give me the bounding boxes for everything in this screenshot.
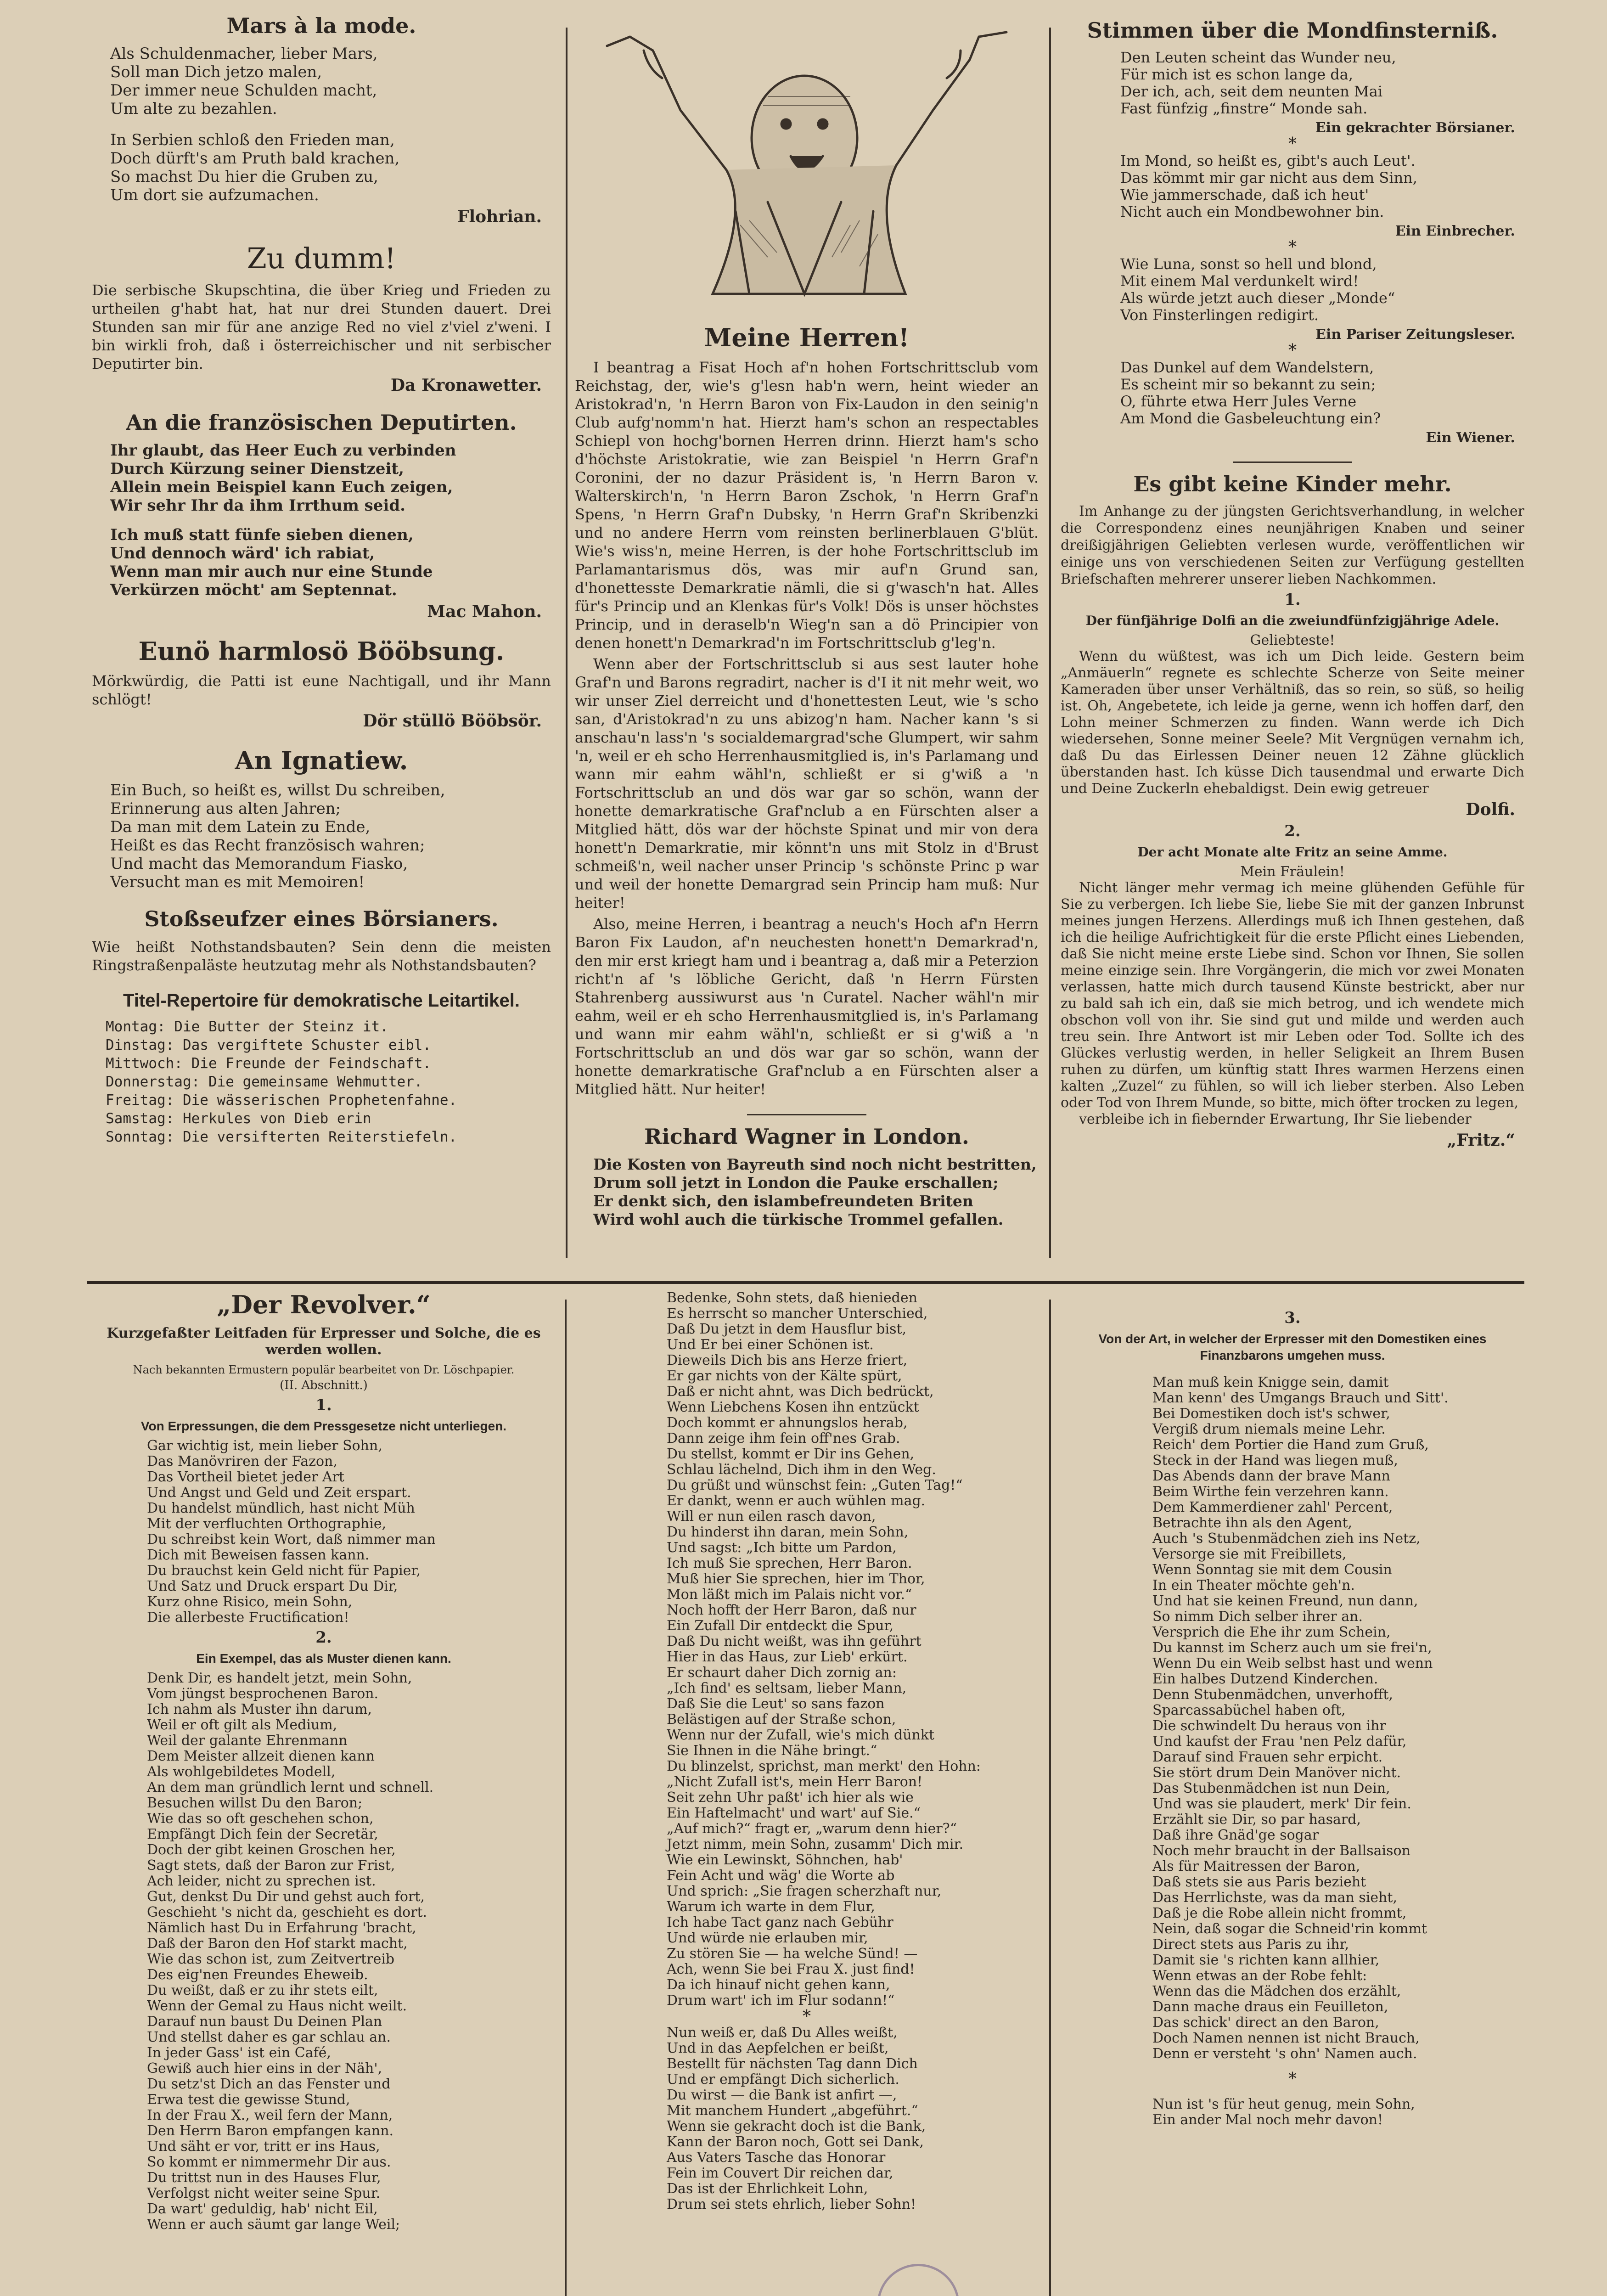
verse-line: Versorge sie mit Freibillets, xyxy=(1152,1546,1347,1562)
section-number: 1. xyxy=(1284,590,1301,609)
signature: Dolfi. xyxy=(1466,799,1515,819)
verse-line: Und macht das Memorandum Fiasko, xyxy=(110,855,408,873)
verse-line: „Auf mich?“ fragt er, „warum denn hier?“ xyxy=(667,1821,957,1837)
verse-line: Doch Namen nennen ist nicht Brauch, xyxy=(1152,2030,1420,2046)
letter-text: Wenn du wüßtest, was ich um Dich leide. Gestern beim „Anmäuerln“ regnete es schlechte Scherze von Seite meiner Kameraden über unser Verhältniß, das so rein, so süß, so heilig ist. Oh, Angebetete, ich leide ja gerne, wenn ich hoffen darf, den Lohn meiner Schmerzen zu finden. Wann werde ich Dich wiedersehen, Sonne meiner Seele? Mit Vergnügen vernahm ich, daß Du das Eirlessen Deiner neuen 12 Zähne glücklich überstanden hast. Ich küsse Dich tausendmal und erwarte Dich und Deine Zuckerln ehebaldigst. Dein ewig getreuer xyxy=(1061,648,1524,797)
verse-line: Wenn Liebchens Kosen ihn entzückt xyxy=(667,1399,919,1415)
verse-line: Doch dürft's am Pruth bald krachen, xyxy=(110,149,400,168)
column-rule xyxy=(1049,1300,1051,2296)
verse-line: Daß Sie die Leut' so sans fazon xyxy=(667,1696,885,1712)
verse-line: Wenn Sonntag sie mit dem Cousin xyxy=(1152,1562,1392,1578)
letter-salutation: Mein Fräulein! xyxy=(1240,863,1345,880)
verse-line: Auch 's Stubenmädchen zieh ins Netz, xyxy=(1152,1531,1421,1547)
verse-line: Wie das so oft geschehen schon, xyxy=(147,1811,374,1827)
verse-line: Das ist der Ehrlichkeit Lohn, xyxy=(667,2181,868,2197)
verse-line: Und er empfängt Dich sicherlich. xyxy=(667,2071,899,2088)
signature: Ein Wiener. xyxy=(1426,429,1515,446)
verse-line: Ich muß statt fünfe sieben dienen, xyxy=(110,526,414,545)
article-title: Titel-Repertoire für demokratische Leitartikel. xyxy=(123,990,520,1011)
verse-line: Daß der Baron den Hof starkt macht, xyxy=(147,1936,408,1952)
verse-line: Darauf nun baust Du Deinen Plan xyxy=(147,2014,382,2030)
verse-line: Geschieht 's nicht da, geschieht es dort. xyxy=(147,1904,427,1921)
section-number: 1. xyxy=(315,1396,332,1415)
verse-line: Er dankt, wenn er auch wühlen mag. xyxy=(667,1493,926,1509)
poem xyxy=(575,1155,1039,1229)
verse-line: In Serbien schloß den Frieden man, xyxy=(110,130,395,149)
letter-heading: Der acht Monate alte Fritz an seine Amme. xyxy=(1137,844,1448,860)
article-meine-herren xyxy=(575,323,1039,1098)
verse-line: Wird wohl auch die türkische Trommel gefallen. xyxy=(593,1210,1004,1228)
verse-line: Sagt stets, daß der Baron zur Frist, xyxy=(147,1857,395,1874)
verse-line: Es scheint mir so bekannt zu sein; xyxy=(1120,375,1376,393)
verse-line: Ein ander Mal noch mehr davon! xyxy=(1152,2112,1383,2128)
signature: Mac Mahon. xyxy=(427,602,542,622)
poem xyxy=(575,1290,1039,2009)
verse-line: Sie Ihnen in die Nähe bringt.“ xyxy=(667,1743,877,1759)
verse-line: Nun weiß er, daß Du Alles weißt, xyxy=(667,2025,898,2041)
article-subtitle: Kurzgefaßter Leitfaden für Erpresser und Solche, die es werden wollen. xyxy=(107,1325,541,1358)
list-item: Mittwoch: Die Freunde der Feindschaft. xyxy=(106,1055,432,1072)
poem xyxy=(1061,2097,1524,2128)
verse-line: In der Frau X., weil fern der Mann, xyxy=(147,2107,393,2124)
verse-line: Du trittst nun in des Hauses Flur, xyxy=(147,2170,381,2186)
verse-line: Daß Du jetzt in dem Hausflur bist, xyxy=(667,1321,907,1337)
article-title: Meine Herren! xyxy=(704,323,910,352)
verse-line: „Ich find' es seltsam, lieber Mann, xyxy=(667,1680,907,1696)
signature: Ein Einbrecher. xyxy=(1395,223,1515,239)
verse-line: Wenn nur der Zufall, wie's mich dünkt xyxy=(667,1727,935,1743)
verse-line: Und würde nie erlauben mir, xyxy=(667,1930,868,1946)
poem-stanza xyxy=(1061,256,1524,324)
verse-line: Das Manövriren der Fazon, xyxy=(147,1453,337,1470)
article-title: Es gibt keine Kinder mehr. xyxy=(1133,471,1452,496)
verse-line: Steck in der Hand was liegen muß, xyxy=(1152,1452,1398,1469)
verse-line: Betrachte ihn als den Agent, xyxy=(1152,1515,1353,1531)
article-mondfinsterniss xyxy=(1061,18,1524,446)
poem xyxy=(92,781,551,891)
verse-line: Ich habe Tact ganz nach Gebühr xyxy=(667,1914,893,1930)
verse-line: Bei Domestiken doch ist's schwer, xyxy=(1152,1406,1390,1422)
section-number: 3. xyxy=(1284,1309,1301,1327)
section-title: Ein Exempel, das als Muster dienen kann. xyxy=(196,1651,451,1666)
list-item: Sonntag: Die versifterten Reiterstiefeln. xyxy=(106,1129,457,1146)
verse-line: Von Finsterlingen redigirt. xyxy=(1120,306,1319,324)
verse-line: Mit manchem Hundert „abgeführt.“ xyxy=(667,2103,918,2119)
verse-line: Die schwindelt Du heraus von ihr xyxy=(1152,1718,1386,1734)
revolver-column-middle xyxy=(575,1290,1039,2296)
verse-line: Du grüßt und wünschst fein: „Guten Tag!“ xyxy=(667,1477,963,1493)
verse-line: Wenn etwas an der Robe fehlt: xyxy=(1152,1968,1367,1984)
column-left xyxy=(92,14,551,1263)
verse-line: Drum wart' ich im Flur sodann!“ xyxy=(667,1992,895,2009)
verse-line: Ihr glaubt, das Heer Euch zu verbinden xyxy=(110,441,456,460)
revolver-column-right xyxy=(1061,1290,1524,2296)
verse-line: Kurz ohne Risico, mein Sohn, xyxy=(147,1594,353,1610)
verse-line: Um alte zu bezahlen. xyxy=(110,99,277,118)
verse-line: Gewiß auch hier eins in der Näh', xyxy=(147,2060,382,2077)
verse-line: Fein Acht und wäg' die Worte ab xyxy=(667,1868,895,1884)
article-zu-dumm xyxy=(92,242,551,395)
verse-line: Und was sie plaudert, merk' Dir fein. xyxy=(1152,1796,1411,1812)
verse-line: Den Leuten scheint das Wunder neu, xyxy=(1120,48,1396,66)
verse-line: Beim Wirthe fein verzehren kann. xyxy=(1152,1484,1389,1500)
verse-line: Du kannst im Scherz auch um sie frei'n, xyxy=(1152,1640,1432,1656)
verse-line: Versprich die Ehe ihr zum Schein, xyxy=(1152,1624,1391,1640)
verse-line: Erwa test die gewisse Stund, xyxy=(147,2092,350,2108)
verse-line: Seit zehn Uhr paßt' ich hier als wie xyxy=(667,1790,914,1806)
verse-line: Dann zeige ihm fein off'nes Grab. xyxy=(667,1430,900,1446)
article-title: Eunö harmlosö Bööbsung. xyxy=(138,636,505,666)
verse-line: Erzählt sie Dir, so par hasard, xyxy=(1152,1812,1361,1828)
verse-line: Und kaufst der Frau 'nen Pelz dafür, xyxy=(1152,1733,1407,1750)
column-rule xyxy=(566,28,568,1258)
verse-line: Wie jammerschade, daß ich heut' xyxy=(1120,186,1369,203)
verse-line: Dem Meister allzeit dienen kann xyxy=(147,1748,375,1765)
poem-stanza xyxy=(1061,359,1524,427)
star-separator: * xyxy=(1288,237,1297,257)
verse-line: Weil der galante Ehrenmann xyxy=(147,1733,348,1749)
verse-line: Sie stört drum Dein Manöver nicht. xyxy=(1152,1765,1401,1781)
verse-line: Wie Luna, sonst so hell und blond, xyxy=(1120,255,1377,273)
section-number: 2. xyxy=(315,1628,332,1647)
verse-line: Reich' dem Portier die Hand zum Gruß, xyxy=(1152,1437,1429,1453)
verse-line: Doch kommt er ahnungslos herab, xyxy=(667,1415,908,1431)
verse-line: Daß er nicht ahnt, was Dich bedrückt, xyxy=(667,1384,934,1400)
verse-line: Wenn sie gekracht doch ist die Bank, xyxy=(667,2118,926,2134)
verse-line: Der immer neue Schulden macht, xyxy=(110,81,377,100)
verse-line: Ach, wenn Sie bei Frau X. just find! xyxy=(667,1961,915,1977)
verse-line: Denn er versteht 's ohn' Namen auch. xyxy=(1152,2046,1417,2062)
verse-line: Fein im Couvert Dir reichen dar, xyxy=(667,2165,893,2181)
article-title: „Der Revolver.“ xyxy=(217,1290,431,1319)
verse-line: Will er nun eilen rasch davon, xyxy=(667,1508,876,1525)
caricature-illustration xyxy=(575,18,1039,321)
verse-line: Und Angst und Geld und Zeit erspart. xyxy=(147,1485,411,1501)
verse-line: Als würde jetzt auch dieser „Monde“ xyxy=(1120,289,1395,307)
verse-line: Die allerbeste Fructification! xyxy=(147,1609,349,1626)
verse-line: Ach leider, nicht zu sprechen ist. xyxy=(147,1873,376,1890)
byline: Nach bekannten Ermustern populär bearbeitet von Dr. Löschpapier. xyxy=(133,1363,515,1377)
letter-closing: verbleibe ich in fiebernder Erwartung, Ihr Sie liebender xyxy=(1079,1111,1472,1127)
verse-line: Du handelst mündlich, hast nicht Müh xyxy=(147,1500,415,1517)
verse-line: Nämlich hast Du in Erfahrung 'bracht, xyxy=(147,1920,416,1936)
verse-line: Vergiß drum niemals meine Lehr. xyxy=(1152,1421,1386,1437)
verse-line: Muß hier Sie sprechen, hier im Thor, xyxy=(667,1571,925,1587)
article-text: Mörkwürdig, die Patti ist eune Nachtigall, und ihr Mann schlögt! xyxy=(92,672,551,709)
article-title: Stimmen über die Mondfinsterniß. xyxy=(1087,18,1498,43)
verse-line: Mit einem Mal verdunkelt wird! xyxy=(1120,272,1359,290)
verse-line: Daß je die Robe allein nicht frommt, xyxy=(1152,1905,1407,1921)
verse-line: Dieweils Dich bis ans Herze friert, xyxy=(667,1352,908,1368)
article-boebsoer xyxy=(92,637,551,731)
verse-line: Als für Maitressen der Baron, xyxy=(1152,1858,1360,1874)
signature: Ein Pariser Zeitungsleser. xyxy=(1315,326,1515,343)
verse-line: Als wohlgebildetes Modell, xyxy=(147,1764,336,1780)
list xyxy=(92,1018,551,1146)
verse-line: Vom jüngst besprochenen Baron. xyxy=(147,1686,379,1702)
section-divider xyxy=(87,1281,1524,1284)
section-number: 2. xyxy=(1284,822,1301,840)
verse-line: Das schick' direct an den Baron, xyxy=(1152,2015,1379,2031)
poem-stanza xyxy=(92,441,551,515)
verse-line: Und stellst daher es gar schlau an. xyxy=(147,2029,391,2046)
letter-heading: Der fünfjährige Dolfi an die zweiundfünfzigjährige Adele. xyxy=(1085,613,1500,628)
verse-line: Und Satz und Druck erspart Du Dir, xyxy=(147,1578,398,1595)
verse-line: Dich mit Beweisen fassen kann. xyxy=(147,1547,370,1564)
verse-line: Ein Haftelmacht' und wart' auf Sie.“ xyxy=(667,1805,921,1821)
poem-stanza xyxy=(1061,49,1524,117)
signature: Da Kronawetter. xyxy=(390,376,542,395)
poem xyxy=(92,1438,556,1626)
article-paragraph: Also, meine Herren, i beantrag a neuch's Hoch af'n Herrn Baron Fix Laudon, af'n neuchesten honett'n Demarkrad'n, den mir erst kriegt ham und i beantrag a, daß mir a Peterzion richt'n af 's löbliche Gericht, daß 'n Herrn Fürsten Stahrenberg aussiwurst aus 'n Curatel. Nacher wähl'n mir eahm, weil er eh scho Herrenhausmitglied is, in's Parlamang und wann mir eahm wähl'n, schließt er si g'wiß a 'n Fortschrittsclub an und dös war gar so schön, wann der honette demarkratische Graf'nclub a en Fürschten alser a Mitglied hätt. Nur heiter! xyxy=(575,915,1039,1098)
verse-line: In jeder Gass' ist ein Café, xyxy=(147,2045,332,2061)
verse-line: Wenn der Gemal zu Haus nicht weilt. xyxy=(147,1998,407,2015)
verse-line: Nun ist 's für heut genug, mein Sohn, xyxy=(1152,2096,1415,2112)
verse-line: Um dort sie aufzumachen. xyxy=(110,186,319,204)
article-keine-kinder xyxy=(1061,472,1524,1150)
verse-line: Besuchen willst Du den Baron; xyxy=(147,1795,363,1812)
section-title: Von Erpressungen, die dem Pressgesetze nicht unterliegen. xyxy=(140,1419,507,1434)
verse-line: Hier in das Haus, zur Lieb' erkürt. xyxy=(667,1649,908,1665)
verse-line: Man kenn' des Umgangs Brauch und Sitt'. xyxy=(1152,1390,1449,1406)
article-paragraph: I beantrag a Fisat Hoch af'n hohen Fortschrittsclub vom Reichstag, der, wie's g'lesn hab'n wern, heint wieder an Aristokrad'n, 'n Herrn Baron von Fix-Laudon in den seinig'n Club aufg'nomm'n hat. Hierzt ham's schon an respectables Schiepl von hochg'bornen Herren drinn. Hierzt ham's scho d'höchste Aristokratie, wie zan Beispiel 'n Herrn Graf'n Coronini, der no dazur Präsident is, 'n Herrn Baron v. Walterskirch'n, 'n Herrn Baron Zschok, 'n Herrn Graf'n Spens, 'n Herrn Graf'n Dubsky, 'n Herrn Graf'n Skribenzki und no andere Herrn vom reinsten berlinerblauen G'blüt. Wie's wiss'n, meine Herren, is der hohe Fortschrittsclub im Parlamantarismus dös, was mir auf'n Grund san, d'honettesste Demarkratie nämli, die si g'wasch'n hat. Alles für's Princip und an Klenkas für's Volk! Dös is unser höchstes Princip, und in deraselb'n Wieg'n san a dö Principier von denen honett'n Demarkrad'n im Fortschrittsclub g'leg'n. xyxy=(575,359,1039,652)
verse-line: Dem Kammerdiener zahl' Percent, xyxy=(1152,1499,1393,1515)
verse-line: Du weißt, daß er zu ihr stets eilt, xyxy=(147,1982,378,1999)
verse-line: Verkürzen möcht' am Septennat. xyxy=(110,581,397,600)
poem-stanza xyxy=(92,45,551,118)
verse-line: Ich muß Sie sprechen, Herr Baron. xyxy=(667,1555,912,1571)
article-title: Mars à la mode. xyxy=(226,14,416,38)
verse-line: An dem man gründlich lernt und schnell. xyxy=(147,1779,434,1796)
verse-line: Da man mit dem Latein zu Ende, xyxy=(110,818,371,837)
verse-line: Jetzt nimm, mein Sohn, zusamm' Dich mir. xyxy=(667,1836,964,1852)
verse-line: Weil er oft gilt als Medium, xyxy=(147,1717,337,1733)
verse-line: Da wart' geduldig, hab' nicht Eil, xyxy=(147,2201,378,2217)
list-item: Samstag: Herkules von Dieb erin xyxy=(106,1110,371,1127)
verse-line: Kann der Baron noch, Gott sei Dank, xyxy=(667,2134,924,2150)
letter-salutation: Geliebteste! xyxy=(1250,632,1335,648)
verse-line: Du schreibst kein Wort, daß nimmer man xyxy=(147,1531,436,1548)
verse-line: Damit sie 's richten kann allhier, xyxy=(1152,1952,1380,1968)
signature: „Fritz.“ xyxy=(1447,1130,1515,1150)
verse-line: Das Herrlichste, was da man sieht, xyxy=(1152,1890,1398,1906)
verse-line: Es herrscht so mancher Unterschied, xyxy=(667,1306,928,1322)
list-item: Montag: Die Butter der Steinz it. xyxy=(106,1019,388,1035)
verse-line: Und dennoch wärd' ich rabiat, xyxy=(110,544,375,563)
verse-line: Du stellst, kommt er Dir ins Gehen, xyxy=(667,1446,915,1462)
verse-line: Verfolgst nicht weiter seine Spur. xyxy=(147,2185,381,2202)
verse-line: Zu stören Sie — ha welche Sünd! — xyxy=(667,1946,918,1962)
verse-line: So machst Du hier die Gruben zu, xyxy=(110,167,378,186)
article-title: An die französischen Deputirten. xyxy=(126,410,517,435)
letter-text: Nicht länger mehr vermag ich meine glühenden Gefühle für Sie zu verbergen. Ich liebe Sie, liebe Sie mit der ganzen Inbrunst meines jungen Herzens. Allerdings muß ich Ihnen gestehen, daß ich die heilige Aufrichtigkeit für die erste Pflicht eines Liebenden, daß Sie nicht meine erste Liebe sind. Schon vor Ihnen, Sie sollen meine einzige sein. Ihre Vorgängerin, die mich vor zwei Monaten verlassen, hatte mich durch tausend Künste bestrickt, aber nur zu bald sah ich ein, daß sie mich betrog, und ich wendete mich obschon voll von ihr. Sie sind gut und milde und werden auch treu sein. Ihre Antwort ist mir Leben oder Tod. Sollte ich des Glückes verlustig werden, in heller Seligkeit an Ihrem Busen ruhen zu dürfen, um künftig statt Ihres warmen Herzens einen kalten „Zuzel“ zu fühlen, so will ich lieber sterben. Also Leben oder Tod von Ihrem Munde, so bitte, mich öfter trocken zu legen, xyxy=(1061,879,1524,1111)
poem-stanza xyxy=(92,131,551,204)
verse-line: Und hat sie keinen Freund, nun dann, xyxy=(1152,1593,1418,1609)
verse-line: Belästigen auf der Straße schon, xyxy=(667,1711,896,1728)
article-wagner xyxy=(575,1125,1039,1229)
verse-line: Und sprich: „Sie fragen scherzhaft nur, xyxy=(667,1883,942,1899)
verse-line: Daß Du nicht weißt, was ihn geführt xyxy=(667,1633,921,1649)
verse-line: Das Abends dann der brave Mann xyxy=(1152,1468,1390,1484)
section-label: (II. Abschnitt.) xyxy=(280,1379,368,1393)
verse-line: Den Herrn Baron empfangen kann. xyxy=(147,2123,394,2139)
verse-line: Warum ich warte in dem Flur, xyxy=(667,1899,875,1915)
verse-line: Drum soll jetzt in London die Pauke erschallen; xyxy=(593,1173,999,1192)
verse-line: Du setz'st Dich an das Fenster und xyxy=(147,2076,391,2093)
verse-line: Ein Zufall Dir entdeckt die Spur, xyxy=(667,1618,894,1634)
verse-line: Wenn er auch säumt gar lange Weil; xyxy=(147,2217,400,2233)
verse-line: Wenn man mir auch nur eine Stunde xyxy=(110,563,433,581)
verse-line: In ein Theater möchte geh'n. xyxy=(1152,1577,1355,1593)
verse-line: Nicht auch ein Mondbewohner bin. xyxy=(1120,203,1384,220)
poem xyxy=(1061,1375,1524,2062)
verse-line: „Nicht Zufall ist's, mein Herr Baron! xyxy=(667,1774,923,1790)
star-separator: * xyxy=(803,2007,811,2026)
verse-line: Du wirst — die Bank ist anfirt —, xyxy=(667,2087,897,2103)
verse-line: Denk Dir, es handelt jetzt, mein Sohn, xyxy=(147,1670,412,1687)
column-rule xyxy=(1049,28,1051,1258)
verse-line: Wie ein Lewinskt, Söhnchen, hab' xyxy=(667,1852,903,1868)
verse-line: So nimm Dich selber ihrer an. xyxy=(1152,1609,1363,1625)
verse-line: Er schaurt daher Dich zornig an: xyxy=(667,1665,897,1681)
verse-line: Bestellt für nächsten Tag dann Dich xyxy=(667,2056,918,2072)
verse-line: O, führte etwa Herr Jules Verne xyxy=(1120,392,1357,410)
verse-line: Noch mehr braucht in der Ballsaison xyxy=(1152,1843,1410,1859)
verse-line: Heißt es das Recht französisch wahren; xyxy=(110,836,425,855)
star-separator: * xyxy=(1288,341,1297,360)
verse-line: So kommt er nimmermehr Dir aus. xyxy=(147,2154,391,2171)
verse-line: Soll man Dich jetzo malen, xyxy=(110,62,322,81)
verse-line: Erinnerung aus alten Jahren; xyxy=(110,799,341,818)
verse-line: Das Vortheil bietet jeder Art xyxy=(147,1469,344,1486)
verse-line: Im Mond, so heißt es, gibt's auch Leut'. xyxy=(1120,152,1416,169)
article-paragraph: Wenn aber der Fortschrittsclub si aus sest lauter hohe Graf'n und Barons regradirt, nacher is d'I it nit mehr weit, wo wir unser Ziel derreicht und d'honettesten Leut, wie 's scho san, d'Aristokrad'n zu uns abizog'n ham. Nacher kann 's si anschau'n lass'n 's socialdemargrad'sche Glumpert, wir sahm 'n, weil er eh scho Herrenhausmitglied is, in's Parlamang und wann mir eahm wähl'n, schließt er si g'wiß a 'n Fortschrittsclub an und dös war gar so schön, wann der honette demarkratische Graf'nclub a en Fürschten alser a Mitglied hätt, dös war der höchste Spinat und mir von dera honett'n Demarkratie, mir könnt'n uns mit Stolz in d'Brust schmeiß'n, weil nacher unser Princip 's schönste Princ p war und weil der honette Demargrad sein Princip ham muß: Nur heiter! xyxy=(575,655,1039,912)
star-separator: * xyxy=(1288,134,1297,153)
verse-line: Aus Vaters Tasche das Honorar xyxy=(667,2150,886,2166)
verse-line: Daß ihre Gnäd'ge sogar xyxy=(1152,1827,1319,1843)
article-title: Richard Wagner in London. xyxy=(644,1124,969,1149)
verse-line: Und Er bei einer Schönen ist. xyxy=(667,1337,874,1353)
verse-line: Drum sei stets ehrlich, lieber Sohn! xyxy=(667,2196,916,2212)
verse-line: Durch Kürzung seiner Dienstzeit, xyxy=(110,460,404,478)
verse-line: Das kömmt mir gar nicht aus dem Sinn, xyxy=(1120,169,1417,186)
verse-line: Wir sehr Ihr da ihm Irrthum seid. xyxy=(110,496,405,515)
signature: Ein gekrachter Börsianer. xyxy=(1315,119,1515,136)
verse-line: Direct stets aus Paris zu ihr, xyxy=(1152,1936,1349,1953)
column-rule xyxy=(565,1300,567,2296)
article-deputirten xyxy=(92,411,551,621)
column-middle xyxy=(575,18,1039,1263)
list-item: Freitag: Die wässerischen Prophetenfahne. xyxy=(106,1092,457,1109)
verse-line: Du blinzelst, sprichst, man merkt' den Hohn: xyxy=(667,1758,981,1774)
verse-line: Er gar nichts von der Kälte spürt, xyxy=(667,1368,902,1384)
verse-line: Mit der verfluchten Orthographie, xyxy=(147,1516,387,1532)
verse-line: Sparcassabüchel haben oft, xyxy=(1152,1702,1346,1718)
verse-line: Gut, denkst Du Dir und gehst auch fort, xyxy=(147,1889,425,1905)
verse-line: Darauf sind Frauen sehr erpicht. xyxy=(1152,1749,1383,1765)
verse-line: Noch hofft der Herr Baron, daß nur xyxy=(667,1602,916,1618)
article-intro: Im Anhange zu der jüngsten Gerichtsverhandlung, in welcher die Correspondenz eines neunjährigen Knaben und seiner dreißigjährigen Geliebten verlesen wurde, veröffentlichen wir einige uns von verschiedenen Seiten zur Verfügung gestellten Briefschaften mehrerer unserer lieben Nachkommen. xyxy=(1061,503,1524,587)
revolver-column-left xyxy=(92,1290,556,2296)
star-separator: * xyxy=(1288,2070,1297,2088)
verse-line: Das Stubenmädchen ist nun Dein, xyxy=(1152,1780,1390,1796)
article-ignatiew xyxy=(92,746,551,891)
verse-line: Mon läßt mich im Palais nicht vor.“ xyxy=(667,1587,912,1603)
verse-line: Wie das schon ist, zum Zeitvertreib xyxy=(147,1951,395,1968)
section-title: Von der Art, in welcher der Erpresser mit den Domestiken eines Finanzbarons umgehen muss. xyxy=(1098,1332,1487,1362)
article-title: Zu dumm! xyxy=(247,241,396,275)
article-title: Stoßseufzer eines Börsianers. xyxy=(144,906,499,932)
article-mars xyxy=(92,14,551,226)
verse-line: Wenn Du ein Weib selbst hast und wenn xyxy=(1152,1655,1433,1671)
poem-stanza xyxy=(92,526,551,599)
verse-line: Denn Stubenmädchen, unverhofft, xyxy=(1152,1687,1393,1703)
verse-line: Er denkt sich, den islambefreundeten Briten xyxy=(593,1192,973,1210)
verse-line: Gar wichtig ist, mein lieber Sohn, xyxy=(147,1438,382,1454)
verse-line: Du hinderst ihn daran, mein Sohn, xyxy=(667,1524,909,1540)
verse-line: Ich nahm als Muster ihn darum, xyxy=(147,1701,372,1718)
verse-line: Ein halbes Dutzend Kinderchen. xyxy=(1152,1671,1378,1687)
verse-line: Da ich hinauf nicht gehen kann, xyxy=(667,1977,890,1993)
verse-line: Am Mond die Gasbeleuchtung ein? xyxy=(1120,409,1381,427)
verse-line: Das Dunkel auf dem Wandelstern, xyxy=(1120,358,1374,376)
verse-line: Man muß kein Knigge sein, damit xyxy=(1152,1374,1389,1390)
poem xyxy=(92,1671,556,2233)
verse-line: Und in das Aepfelchen er beißt, xyxy=(667,2040,889,2056)
verse-line: Fast fünfzig „finstre“ Monde sah. xyxy=(1120,99,1368,117)
verse-line: Die Kosten von Bayreuth sind noch nicht bestritten, xyxy=(593,1155,1037,1173)
list-item: Donnerstag: Die gemeinsame Wehmutter. xyxy=(106,1074,423,1091)
verse-line: Und säht er vor, tritt er ins Haus, xyxy=(147,2138,380,2155)
separator xyxy=(747,1114,866,1115)
column-right xyxy=(1061,18,1524,1263)
article-boersianer xyxy=(92,907,551,974)
poem-stanza xyxy=(1061,152,1524,220)
verse-line: Allein mein Beispiel kann Euch zeigen, xyxy=(110,478,453,497)
poem xyxy=(575,2025,1039,2212)
verse-line: Der ich, ach, seit dem neunten Mai xyxy=(1120,82,1383,100)
verse-line: Du brauchst kein Geld nicht für Papier, xyxy=(147,1563,421,1579)
verse-line: Nein, daß sogar die Schneid'rin kommt xyxy=(1152,1921,1427,1937)
list-item: Dinstag: Das vergiftete Schuster eibl. xyxy=(106,1037,432,1054)
verse-line: Des eig'nen Freundes Eheweib. xyxy=(147,1967,368,1983)
verse-line: Daß stets sie aus Paris bezieht xyxy=(1152,1874,1366,1890)
verse-line: Schlau lächelnd, Dich ihm in den Weg. xyxy=(667,1462,936,1478)
verse-line: Empfängt Dich fein der Secretär, xyxy=(147,1826,378,1843)
signature: Dör stüllö Bööbsör. xyxy=(363,711,542,731)
verse-line: Doch der gibt keinen Groschen her, xyxy=(147,1842,396,1858)
article-repertoire xyxy=(92,990,551,1146)
article-text: Die serbische Skupschtina, die über Krieg und Frieden zu urtheilen g'habt hat, hat nur drei Stunden dauert. Drei Stunden san mir für ane anzige Red no viel z'viel z'weni. I bin wirkli froh, daß i österreichischer und nit serbischer Deputirter bin. xyxy=(92,281,551,373)
article-title: An Ignatiew. xyxy=(235,746,408,776)
verse-line: Ein Buch, so heißt es, willst Du schreiben, xyxy=(110,781,445,800)
separator xyxy=(1233,461,1352,463)
verse-line: Als Schuldenmacher, lieber Mars, xyxy=(110,44,378,63)
verse-line: Und sagst: „Ich bitte um Pardon, xyxy=(667,1540,897,1556)
verse-line: Dann mache draus ein Feuilleton, xyxy=(1152,1999,1388,2015)
verse-line: Wenn das die Mädchen dos erzählt, xyxy=(1152,1983,1401,1999)
signature: Flohrian. xyxy=(457,207,542,226)
article-text: Wie heißt Nothstandsbauten? Sein denn die meisten Ringstraßenpaläste heutzutag mehr als Nothstandsbauten? xyxy=(92,938,551,974)
verse-line: Bedenke, Sohn stets, daß hienieden xyxy=(667,1290,917,1306)
verse-line: Für mich ist es schon lange da, xyxy=(1120,65,1354,83)
verse-line: Versucht man es mit Memoiren! xyxy=(110,873,365,892)
